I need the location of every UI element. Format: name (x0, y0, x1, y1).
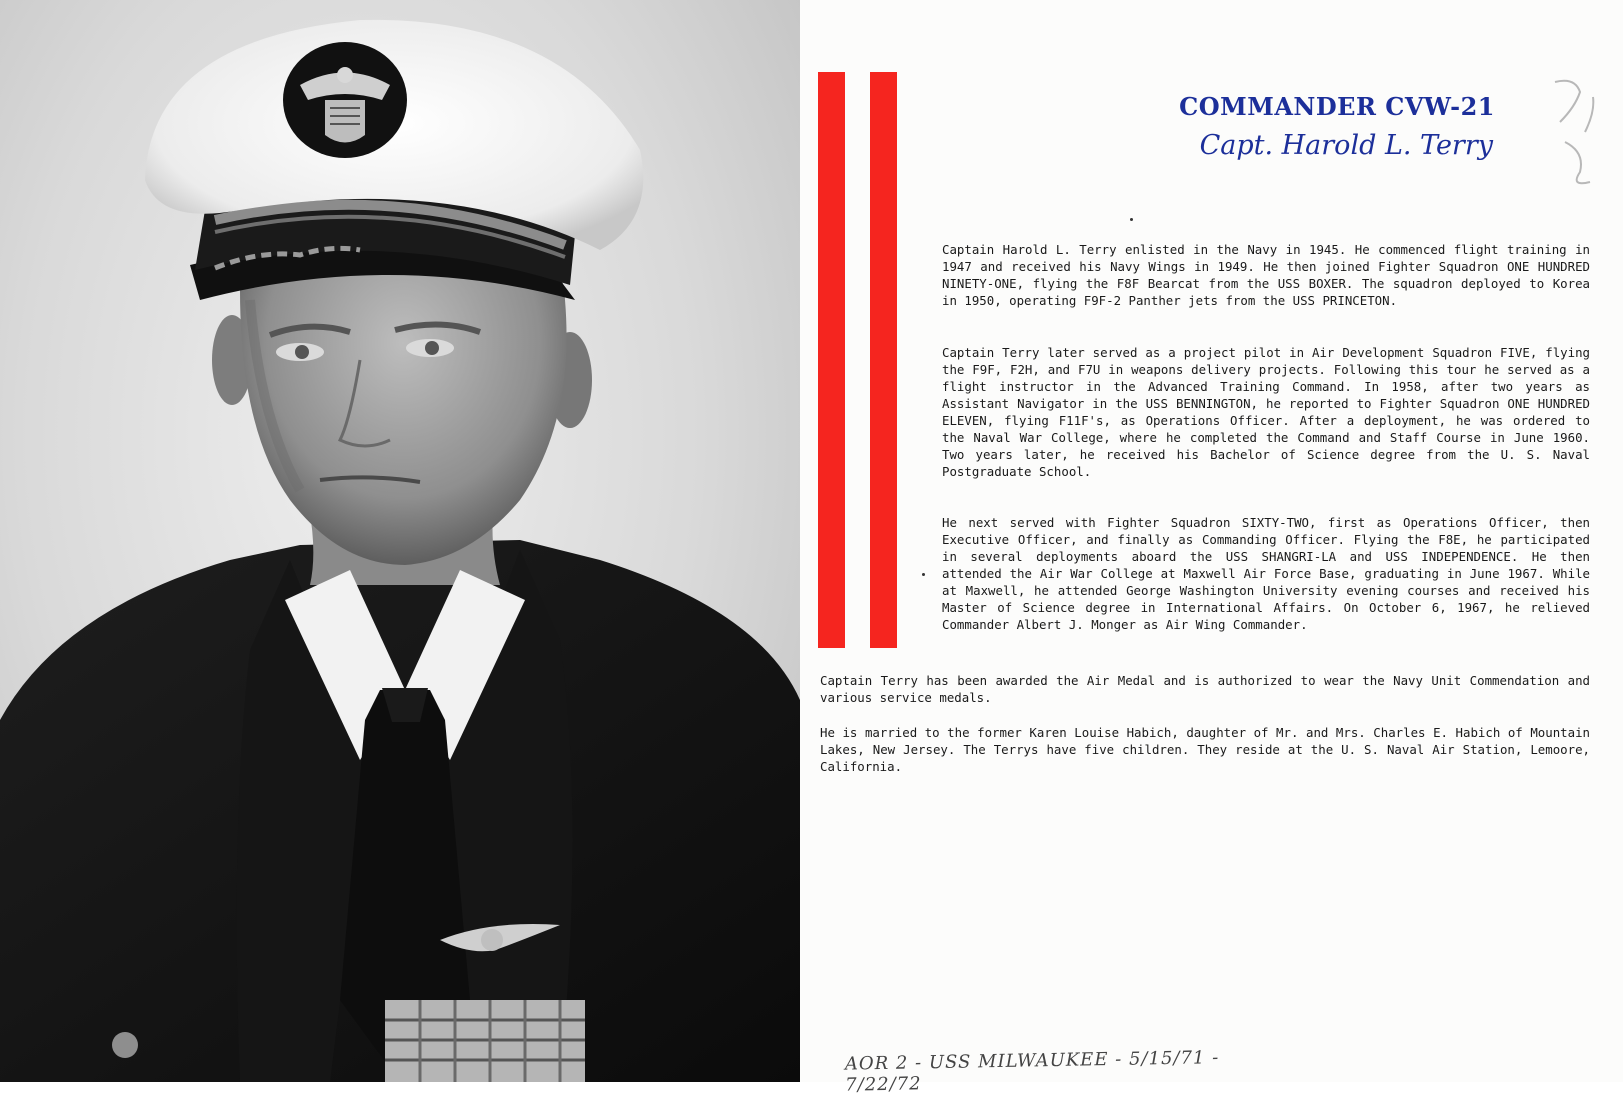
bio-paragraph: Captain Terry has been awarded the Air Medal and is authorized to wear the Navy Unit Commendation and various service medals. (820, 673, 1590, 705)
bio-paragraph: Captain Harold L. Terry enlisted in the Navy in 1945. He commenced flight training in 1947 and received his Navy Wings in 1949. He then joined Fighter Squadron ONE HUNDRED NINETY-ONE, flying the F8F Bearcat from the USS BOXER. The squadron deployed to Korea in 1950, operating F9F-2 Panther jets from the USS PRINCETON. (942, 242, 1590, 308)
portrait-illustration (0, 0, 800, 1082)
document-title: COMMANDER CVW-21 (1179, 92, 1495, 121)
coat-button (112, 1032, 138, 1058)
biography-document (800, 0, 1623, 1096)
ink-dot (1130, 218, 1133, 221)
handwritten-note: AOR 2 - USS MILWAUKEE - 5/15/71 - 7/22/72 (844, 1047, 1220, 1096)
red-stripe (818, 72, 845, 648)
service-ribbons (385, 1000, 585, 1082)
document-subtitle: Capt. Harold L. Terry (1199, 130, 1493, 161)
cap-badge-icon (283, 42, 407, 158)
bio-paragraph: He next served with Fighter Squadron SIXTY-TWO, first as Operations Officer, then Executive Officer, and finally as Commanding Officer. Flying the F8E, he participated in several deployments aboard the USS SHANGRI-LA and USS INDEPENDENCE. He then attended the Air War College at Maxwell Air Force Base, graduating in June 1967. While at Maxwell, he attended George Washington University evening courses and received his Master of Science degree in International Affairs. On October 6, 1967, he relieved Commander Albert J. Monger as Air Wing Commander. (942, 515, 1590, 632)
portrait-photo (0, 0, 800, 1082)
bio-paragraph: He is married to the former Karen Louise Habich, daughter of Mr. and Mrs. Charles E. Habich of Mountain Lakes, New Jersey. The Terrys have five children. They reside at the U. S. Naval Air Station, Lemoore, California. (820, 725, 1590, 774)
bio-paragraph: Captain Terry later served as a project pilot in Air Development Squadron FIVE, flying the F9F, F2H, and F7U in weapons delivery projects. Following this tour he served as a flight instructor in the Advanced Training Command. In 1958, after two years as Assistant Navigator in the USS BENNINGTON, he reported to Fighter Squadron ONE HUNDRED ELEVEN, flying F11F's, as Operations Officer. After a deployment, he was ordered to the Naval War College, where he completed the Command and Staff Course in June 1960. Two years later, he received his Bachelor of Science degree from the U. S. Naval Postgraduate School. (942, 345, 1590, 479)
pencil-margin-mark (1535, 72, 1607, 192)
red-stripe (870, 72, 897, 648)
ink-dot (922, 573, 925, 576)
